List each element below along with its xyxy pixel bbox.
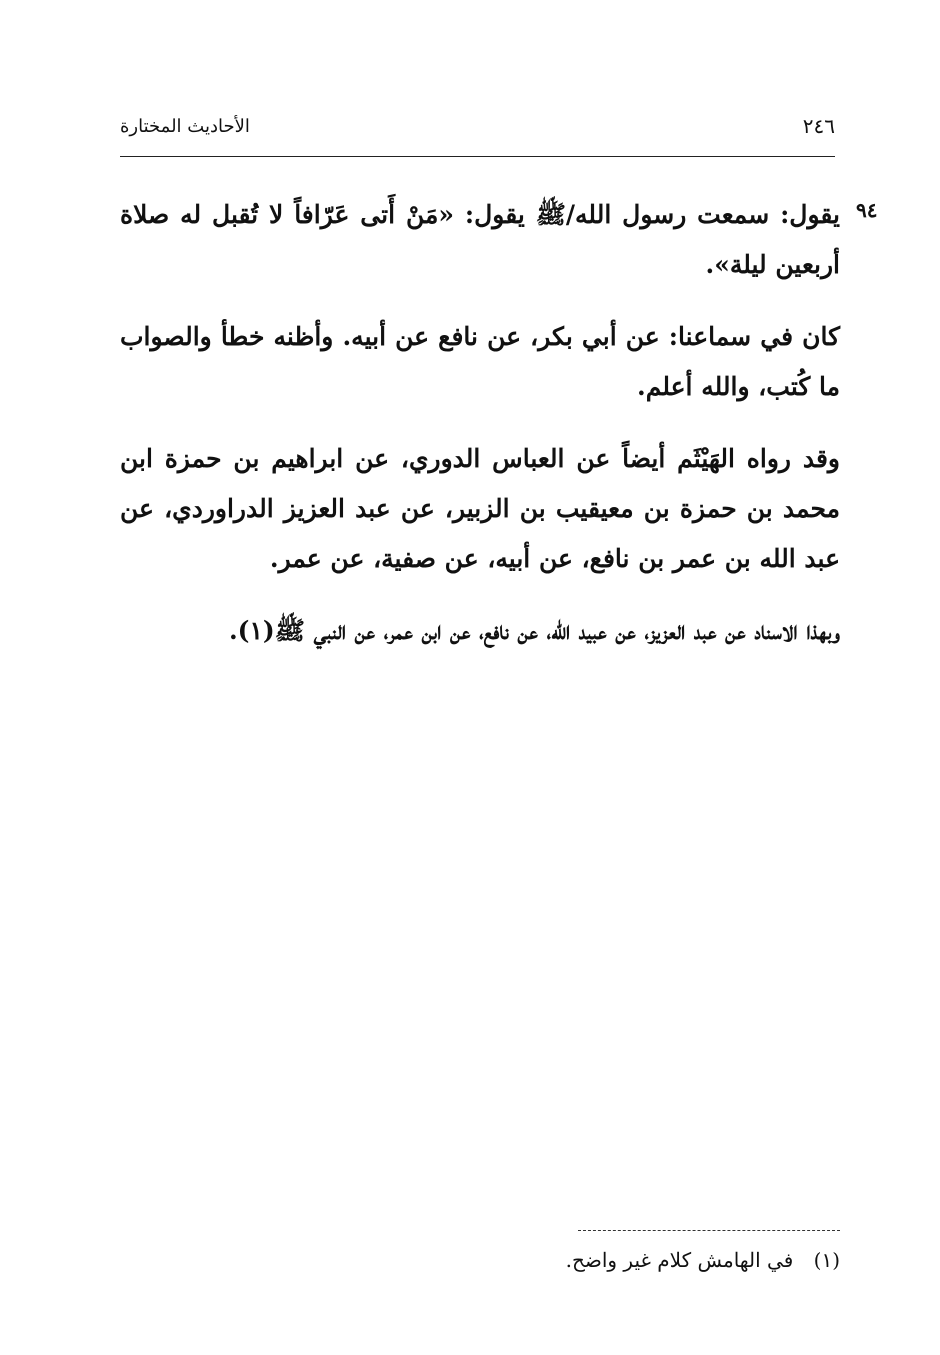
paragraph-hadith-text: يقول: سمعت رسول الله/ﷺ يقول: «مَنْ أَتى عَرّافاً لا تُقبل له صلاة أربعين ليلة». [120,200,840,279]
paragraph-second-chain: وبهذا الاسناد عن عبد العزيز، عن عبيد الله، عن نافع، عن ابن عمر، عن النبي ﷺ(١). [228,616,840,645]
header-divider [120,156,835,157]
footnote [420,1248,840,1272]
footnote-marker: (١) [813,1248,840,1272]
main-text [120,190,840,678]
footnote-text: في الهامش كلام غير واضح. [565,1248,794,1272]
paragraph-note-on-chain: كان في سماعنا: عن أبي بكر، عن نافع عن أبيه. وأظنه خطأ والصواب ما كُتب، والله أعلم. [120,322,840,401]
book-title: الأحاديث المختارة [120,116,250,137]
page-number: ٢٤٦ [802,114,835,138]
hadith-number: ٩٤ [856,198,878,222]
footnote-divider [578,1230,840,1231]
running-header [120,112,835,144]
paragraph-alternate-chain: وقد رواه الهَيْثَم أيضاً عن العباس الدوري، عن ابراهيم بن حمزة ابن محمد بن حمزة بن معيقيب بن الزبير، عن عبد العزيز الدراوردي، عن عبد الله بن عمر بن نافع، عن أبيه، عن صفية، عن عمر. [120,444,840,573]
